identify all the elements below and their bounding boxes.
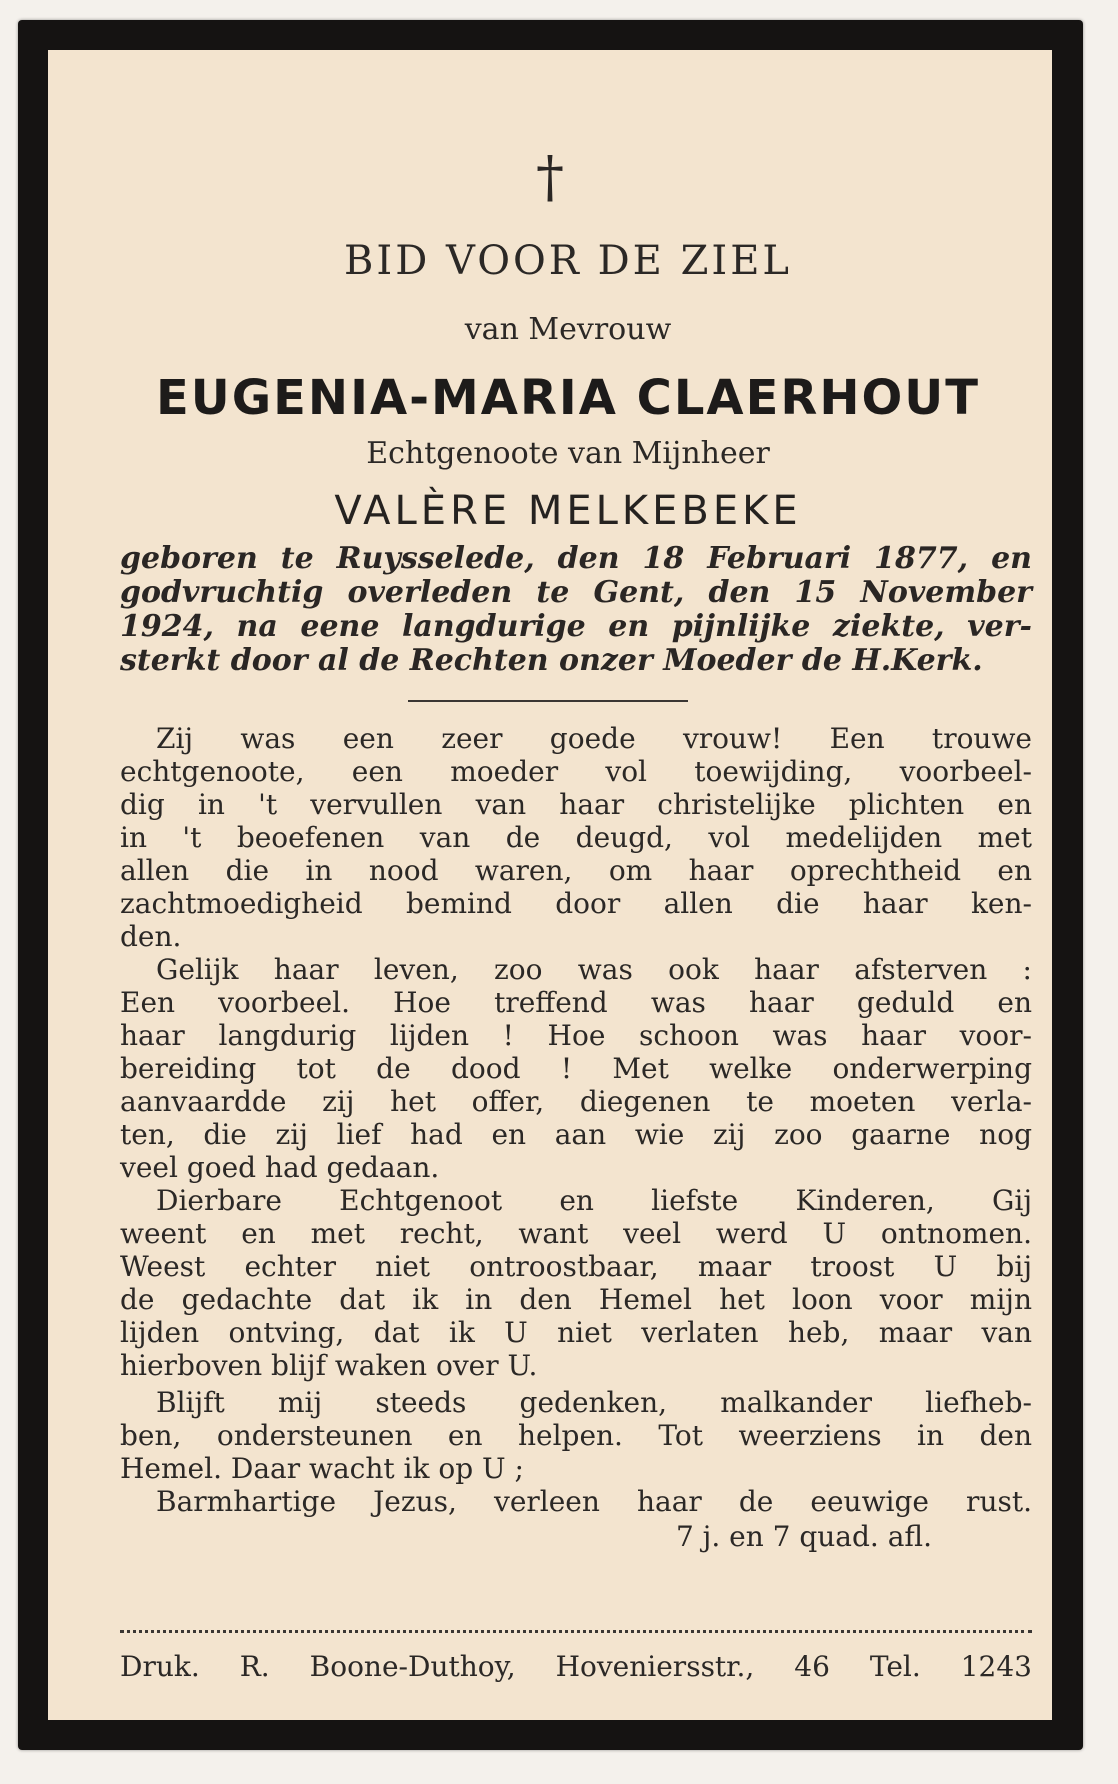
body-line: Gelijk haar leven, zoo was ook haar afsterven : xyxy=(156,953,1032,986)
card-title: BID VOOR DE ZIEL xyxy=(344,238,792,284)
body-line: aanvaardde zij het offer, diegenen te moeten verla- xyxy=(120,1085,1032,1118)
card-paper xyxy=(48,50,1052,1720)
body-line: Blijft mij steeds gedenken, malkander liefheb- xyxy=(156,1386,1032,1419)
body-line: weent en met recht, want veel werd U ontnomen. xyxy=(120,1217,1032,1250)
body-line: bereiding tot de dood ! Met welke onderwerping xyxy=(120,1052,1032,1085)
body-line: Hemel. Daar wacht ik op U ; xyxy=(120,1452,524,1485)
body-line: Dierbare Echtgenoot en liefste Kinderen, Gij xyxy=(156,1184,1032,1217)
body-line: de gedachte dat ik in den Hemel het loon voor mijn xyxy=(120,1283,1032,1316)
memorial-card xyxy=(18,20,1083,1750)
body-line: hierboven blijf waken over U. xyxy=(120,1349,538,1382)
spouse-name: VALÈRE MELKEBEKE xyxy=(334,488,802,534)
body-line: lijden ontving, dat ik U niet verlaten heb, maar van xyxy=(120,1316,1032,1349)
indulgence-line: 7 j. en 7 quad. afl. xyxy=(675,1520,932,1553)
body-line: den. xyxy=(120,920,182,953)
honorific-line: van Mevrouw xyxy=(464,312,672,347)
biography-line: sterkt door al de Rechten onzer Moeder de H.Kerk. xyxy=(120,643,983,678)
body-line: allen die in nood waren, om haar oprechtheid en xyxy=(120,854,1032,887)
biography-line: godvruchtig overleden te Gent, den 15 November xyxy=(120,575,1032,610)
body-line: haar langdurig lijden ! Hoe schoon was haar voor- xyxy=(120,1019,1032,1052)
cross-icon: † xyxy=(536,145,564,210)
body-line: ten, die zij lief had en aan wie zij zoo gaarne nog xyxy=(120,1118,1032,1151)
biography-line: 1924, na eene langdurige en pijnlijke ziekte, ver- xyxy=(120,609,1032,644)
body-line: ben, ondersteunen en helpen. Tot weerziens in den xyxy=(120,1419,1032,1452)
body-line: echtgenoote, een moeder vol toewijding, voorbeel- xyxy=(120,755,1032,788)
dotted-divider xyxy=(120,1630,1032,1633)
body-line: Weest echter niet ontroostbaar, maar troost U bij xyxy=(120,1250,1032,1283)
body-line: zachtmoedigheid bemind door allen die haar ken- xyxy=(120,887,1032,920)
body-line: dig in 't vervullen van haar christelijke plichten en xyxy=(120,788,1032,821)
printer-imprint: Druk. R. Boone-Duthoy, Hoveniersstr., 46 Tel. 1243 xyxy=(120,1650,1032,1683)
short-divider xyxy=(408,700,688,702)
spouse-intro-line: Echtgenoote van Mijnheer xyxy=(366,436,770,471)
body-line: Zij was een zeer goede vrouw! Een trouwe xyxy=(156,722,1032,755)
deceased-name: EUGENIA-MARIA CLAERHOUT xyxy=(155,370,981,426)
body-line: Barmhartige Jezus, verleen haar de eeuwige rust. xyxy=(156,1485,1032,1518)
body-line: Een voorbeel. Hoe treffend was haar geduld en xyxy=(120,986,1032,1019)
body-line: in 't beoefenen van de deugd, vol medelijden met xyxy=(120,821,1032,854)
biography-line: geboren te Ruysselede, den 18 Februari 1877, en xyxy=(120,541,1032,576)
body-line: veel goed had gedaan. xyxy=(120,1151,440,1184)
